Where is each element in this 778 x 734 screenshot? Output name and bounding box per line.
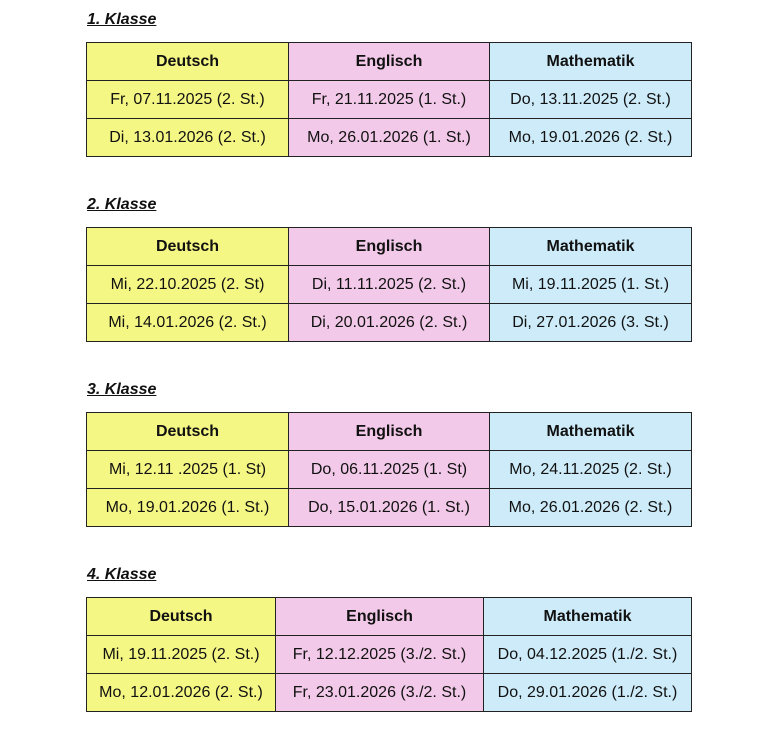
cell-deutsch: Mi, 19.11.2025 (2. St.): [87, 636, 276, 674]
cell-deutsch: Mi, 22.10.2025 (2. St): [87, 266, 289, 304]
header-mathematik: Mathematik: [490, 43, 692, 81]
cell-mathematik: Do, 13.11.2025 (2. St.): [490, 81, 692, 119]
schedule-table: [86, 42, 692, 157]
header-englisch: Englisch: [276, 598, 484, 636]
cell-deutsch: Mi, 14.01.2026 (2. St.): [87, 304, 289, 342]
table-row: [87, 674, 692, 712]
cell-mathematik: Mo, 24.11.2025 (2. St.): [490, 451, 692, 489]
cell-mathematik: Mo, 19.01.2026 (2. St.): [490, 119, 692, 157]
cell-englisch: Fr, 23.01.2026 (3./2. St.): [276, 674, 484, 712]
header-deutsch: Deutsch: [87, 43, 289, 81]
cell-deutsch: Mo, 19.01.2026 (1. St.): [87, 489, 289, 527]
table-row: [87, 81, 692, 119]
header-row: [87, 413, 692, 451]
cell-mathematik: Mi, 19.11.2025 (1. St.): [490, 266, 692, 304]
cell-deutsch: Mi, 12.11 .2025 (1. St): [87, 451, 289, 489]
section-title: 1. Klasse: [87, 11, 157, 28]
table-row: [87, 119, 692, 157]
section-title: 2. Klasse: [87, 196, 157, 213]
cell-deutsch: Fr, 07.11.2025 (2. St.): [87, 81, 289, 119]
header-row: [87, 598, 692, 636]
cell-mathematik: Mo, 26.01.2026 (2. St.): [490, 489, 692, 527]
table-row: [87, 266, 692, 304]
header-englisch: Englisch: [289, 413, 490, 451]
header-englisch: Englisch: [289, 43, 490, 81]
schedule-table: [86, 597, 692, 712]
cell-englisch: Di, 11.11.2025 (2. St.): [289, 266, 490, 304]
cell-mathematik: Di, 27.01.2026 (3. St.): [490, 304, 692, 342]
table-row: [87, 304, 692, 342]
cell-englisch: Di, 20.01.2026 (2. St.): [289, 304, 490, 342]
header-row: [87, 228, 692, 266]
table-row: [87, 636, 692, 674]
cell-englisch: Do, 15.01.2026 (1. St.): [289, 489, 490, 527]
header-englisch: Englisch: [289, 228, 490, 266]
header-deutsch: Deutsch: [87, 228, 289, 266]
cell-deutsch: Mo, 12.01.2026 (2. St.): [87, 674, 276, 712]
schedule-table: [86, 227, 692, 342]
table-row: [87, 451, 692, 489]
cell-englisch: Fr, 12.12.2025 (3./2. St.): [276, 636, 484, 674]
cell-englisch: Fr, 21.11.2025 (1. St.): [289, 81, 490, 119]
header-mathematik: Mathematik: [484, 598, 692, 636]
cell-mathematik: Do, 29.01.2026 (1./2. St.): [484, 674, 692, 712]
schedule-table: [86, 412, 692, 527]
header-deutsch: Deutsch: [87, 413, 289, 451]
table-row: [87, 489, 692, 527]
cell-mathematik: Do, 04.12.2025 (1./2. St.): [484, 636, 692, 674]
cell-deutsch: Di, 13.01.2026 (2. St.): [87, 119, 289, 157]
header-row: [87, 43, 692, 81]
header-deutsch: Deutsch: [87, 598, 276, 636]
cell-englisch: Mo, 26.01.2026 (1. St.): [289, 119, 490, 157]
header-mathematik: Mathematik: [490, 413, 692, 451]
section-title: 3. Klasse: [87, 381, 157, 398]
cell-englisch: Do, 06.11.2025 (1. St): [289, 451, 490, 489]
header-mathematik: Mathematik: [490, 228, 692, 266]
section-title: 4. Klasse: [87, 566, 157, 583]
